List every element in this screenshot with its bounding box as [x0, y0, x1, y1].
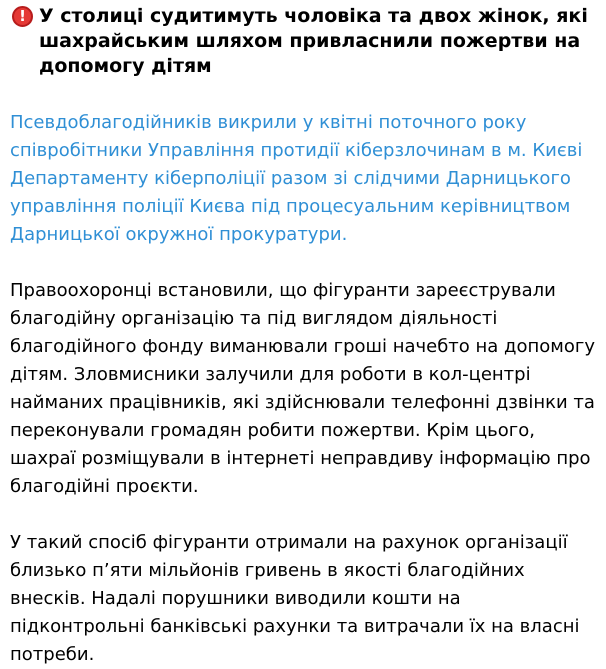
- headline-text: У столиці судитимуть чоловіка та двох жінок, які шахрайським шляхом привласнили пожертви на допомогу дітям: [39, 5, 588, 77]
- lead-paragraph: Псевдоблагодійників викрили у квітні поточного року співробітники Управління протидії кіберзлочинам в м. Києві Департаменту кіберполіції разом зі слідчими Дарницького управління поліції Києва під процесуальним керівництвом Дарницької окружної прокуратури.: [10, 112, 583, 245]
- body-paragraph-1: Правоохоронці встановили, що фігуранти зареєстрували благодійну організацію та під виглядом діяльності благодійного фонду виманювали гроші начебто на допомогу дітям. Зловмисники залучили для роботи в кол-центрі найманих працівників, які здійснювали телефонні дзвінки та переконували громадян робити пожертви. Крім цього, шахраї розміщували в інтернеті неправдиву інформацію про благодійні проєкти.: [10, 280, 595, 497]
- exclamation-icon: !: [12, 6, 33, 27]
- body-paragraph-2: У такий спосіб фігуранти отримали на рахунок організації близько п’яти мільйонів гривень в якості благодійних внесків. Надалі порушники виводили кошти на підконтрольні банківські рахунки та витрачали їх на власні потреби.: [10, 532, 580, 665]
- post-headline: [10, 4, 596, 79]
